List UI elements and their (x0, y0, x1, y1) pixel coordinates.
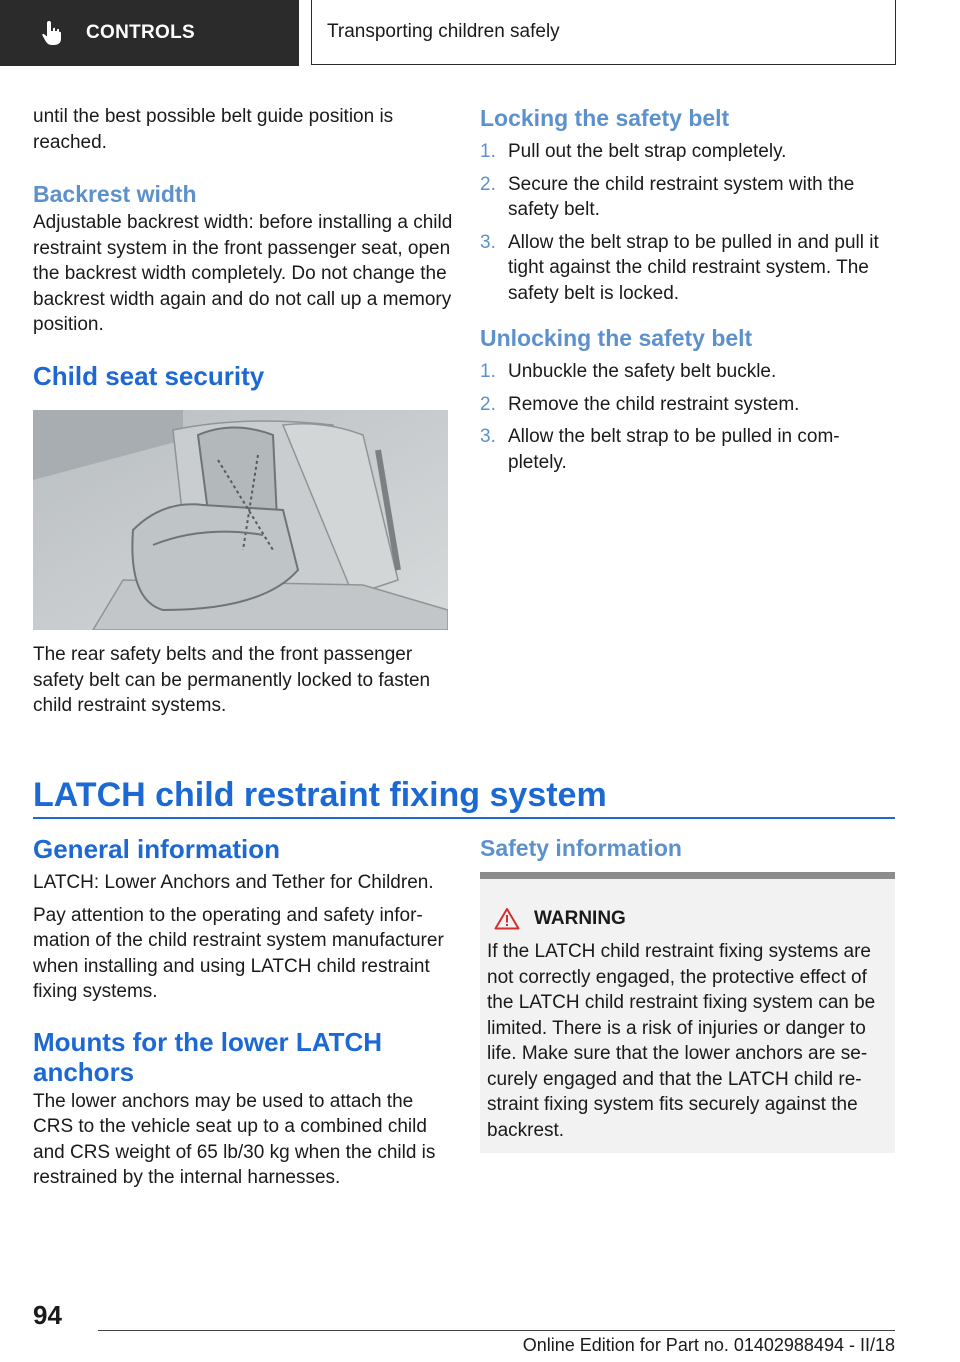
step-text: Allow the belt strap to be pulled in and pull it tight against the child restraint system. The safety belt is locked. (508, 231, 879, 304)
left-column-bottom-text (33, 642, 453, 719)
list-item (480, 359, 895, 385)
safety-heading: Safety information (480, 835, 682, 861)
child-seat-text: The rear safety belts and the front passenger safety belt can be permanently locked to fasten child restraint systems. (33, 644, 431, 716)
warning-triangle-icon (494, 907, 520, 930)
warning-header (494, 907, 626, 930)
general-text-1: LATCH: Lower Anchors and Tether for Children. (33, 872, 434, 893)
list-item (480, 172, 895, 223)
step-number: 3. (480, 426, 496, 447)
footer-edition: Online Edition for Part no. 01402988494 - II/18 (522, 1335, 895, 1355)
list-item (480, 139, 895, 165)
warning-box (480, 872, 895, 1153)
step-text: Remove the child restraint system. (508, 393, 800, 415)
warning-text: If the LATCH child restraint fixing systems are not correctly engaged, the protective effect of the LATCH child restraint fixing system can be limited. There is a risk of injuries or danger to life. Make sure that the lower anchors are se- curely engaged and that the LATCH child re- straint fixing system fits securely against the backrest. (487, 941, 876, 1141)
right-column-top (480, 104, 895, 482)
chapter-tab (311, 0, 896, 65)
warning-label: WARNING (534, 907, 626, 929)
child-seat-heading: Child seat security (33, 360, 265, 391)
unlocking-steps (480, 359, 895, 475)
latch-title: LATCH child restraint fixing system (33, 776, 607, 814)
page-number: 94 (33, 1300, 62, 1330)
child-seat-illustration (33, 410, 448, 630)
locking-heading: Locking the safety belt (480, 105, 730, 131)
section-divider (33, 817, 895, 819)
left-column-top (33, 104, 453, 391)
step-number: 2. (480, 393, 496, 415)
step-text: Allow the belt strap to be pulled in com- pletely. (508, 426, 840, 473)
step-text: Pull out the belt strap completely. (508, 141, 787, 162)
latch-left-column (33, 834, 453, 1191)
step-number: 1. (480, 361, 496, 382)
footer-rule (98, 1330, 895, 1331)
backrest-text: Adjustable backrest width: before installing a child restraint system in the front passenger seat, open the backrest width completely. Do not change the backrest width again and do not call up a memory position. (33, 212, 453, 335)
locking-steps (480, 139, 895, 306)
step-text: Unbuckle the safety belt buckle. (508, 361, 777, 382)
step-number: 1. (480, 141, 496, 162)
backrest-heading: Backrest width (33, 181, 197, 207)
step-number: 3. (480, 231, 496, 253)
touch-hand-icon (40, 19, 64, 47)
section-label: CONTROLS (86, 22, 196, 43)
list-item (480, 230, 895, 307)
intro-text: until the best possible belt guide position is reached. (33, 106, 394, 153)
step-text: Secure the child restraint system with the safety belt. (508, 173, 855, 220)
mounts-heading: Mounts for the lower LATCH anchors (33, 1026, 383, 1087)
mounts-text: The lower anchors may be used to attach the CRS to the vehicle seat up to a combined child and CRS weight of 65 lb/30 kg when the child is restrained by the internal harnesses. (33, 1090, 436, 1188)
general-heading: General information (33, 834, 281, 864)
unlocking-heading: Unlocking the safety belt (480, 325, 753, 351)
general-text-2: Pay attention to the operating and safety infor- mation of the child restraint system manufacturer when installing and using LATCH child restraint fixing systems. (33, 904, 444, 1002)
step-number: 2. (480, 173, 496, 195)
list-item (480, 424, 895, 475)
section-tab (0, 0, 299, 66)
list-item (480, 392, 895, 418)
chapter-label: Transporting children safely (327, 21, 560, 42)
